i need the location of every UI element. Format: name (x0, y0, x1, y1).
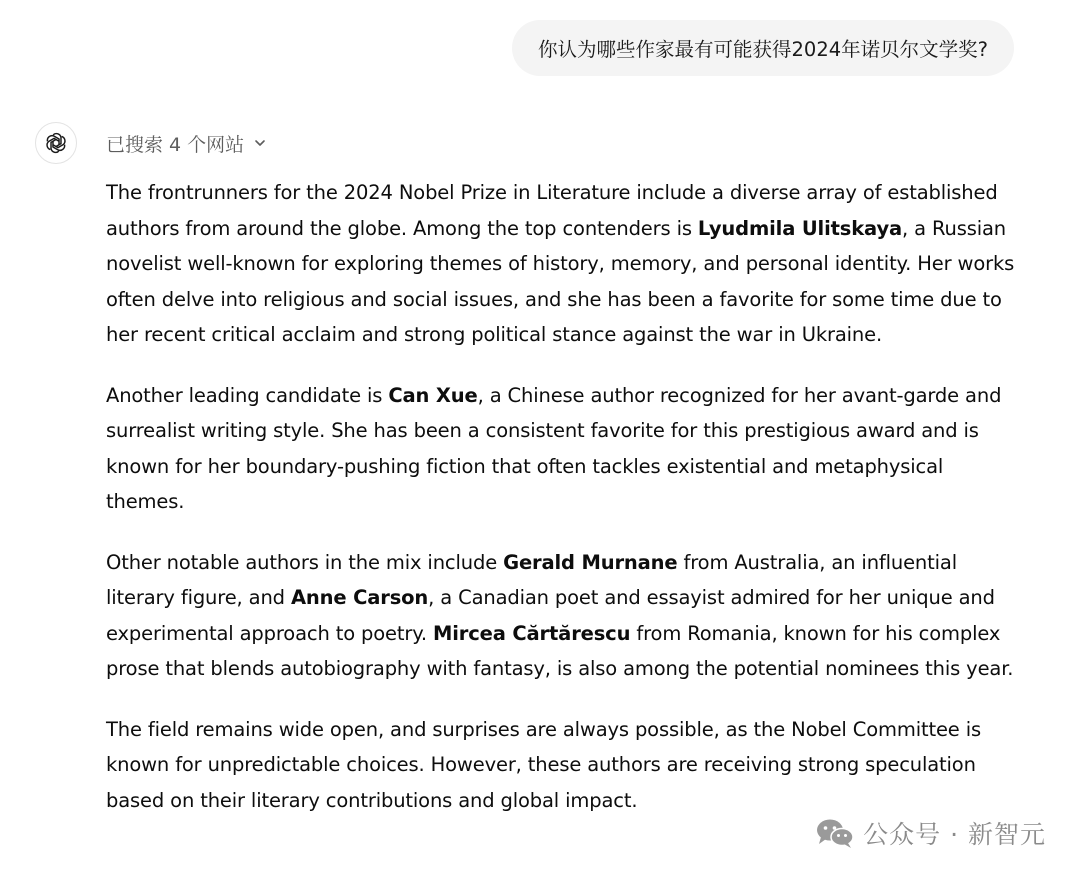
paragraph-text: from Romania, known for his complex prose that blends autobiography with fantasy, is also among the potential nominees this year. (106, 621, 1014, 680)
paragraph-text: Other notable authors in the mix include (106, 550, 504, 574)
response-paragraph (106, 712, 1026, 819)
response-paragraph (106, 175, 1026, 353)
search-status-label: 已搜索 4 个网站 (106, 133, 245, 156)
response-paragraph (106, 545, 1026, 687)
watermark-text: 公众号 · 新智元 (863, 820, 1046, 849)
response-paragraph (106, 378, 1026, 520)
user-message-text: 你认为哪些作家最有可能获得2024年诺贝尔文学奖? (538, 38, 988, 61)
search-sources-toggle[interactable] (106, 128, 266, 158)
author-name: Can Xue (388, 383, 478, 407)
author-name: Mircea Cărtărescu (432, 621, 631, 645)
paragraph-text: , a Russian novelist well-known for exploring themes of history, memory, and personal identity. Her works often delve into religious and social issues, and she has been a favorite for some time due to her recent critical acclaim and strong political stance against the war in Ukraine. (106, 216, 1015, 346)
assistant-response (106, 175, 1026, 843)
chevron-down-icon (254, 137, 266, 149)
wechat-icon (815, 817, 855, 849)
user-message-bubble (512, 20, 1014, 76)
assistant-avatar (35, 122, 77, 164)
paragraph-text: , a Chinese author recognized for her avant-garde and surrealist writing style. She has been a consistent favorite for this prestigious award and is known for her boundary-pushing fiction that often tackles existential and metaphysical themes. (106, 383, 1002, 513)
openai-logo-icon (43, 130, 69, 156)
author-name: Anne Carson (290, 586, 429, 609)
paragraph-text: Another leading candidate is (106, 383, 389, 407)
author-name: Gerald Murnane (503, 550, 678, 574)
paragraph-text: , a Canadian poet and essayist admired for her unique and experimental approach to poetry. (106, 586, 995, 645)
watermark (815, 815, 1046, 851)
paragraph-text: The field remains wide open, and surprises are always possible, as the Nobel Committee is known for unpredictable choices. However, these authors are receiving strong speculation based on their literary contributions and global impact. (106, 717, 981, 812)
paragraph-text: The frontrunners for the 2024 Nobel Prize in Literature include a diverse array of established authors from around the globe. Among the top contenders is (106, 181, 998, 240)
author-name: Lyudmila Ulitskaya (697, 216, 903, 240)
paragraph-text: from Australia, an influential literary figure, and (106, 550, 957, 609)
